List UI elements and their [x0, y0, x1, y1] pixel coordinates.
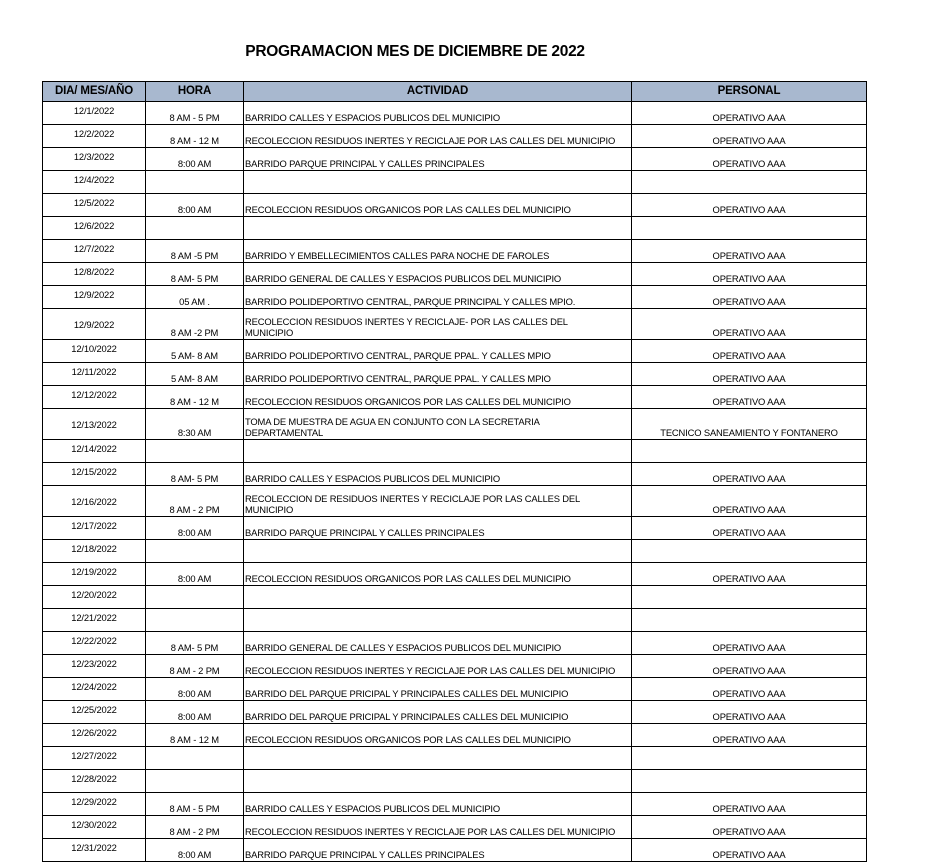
hora-cell: 8 AM -2 PM — [146, 309, 244, 340]
personal-cell: OPERATIVO AAA — [632, 724, 867, 747]
table-row — [43, 263, 867, 286]
hora-cell: 8 AM - 12 M — [146, 386, 244, 409]
hora-cell: 8 AM - 5 PM — [146, 793, 244, 816]
table-row — [43, 463, 867, 486]
personal-cell — [632, 747, 867, 770]
schedule-table — [42, 81, 867, 862]
actividad-cell: BARRIDO POLIDEPORTIVO CENTRAL, PARQUE PPAL. Y CALLES MPIO — [244, 340, 632, 363]
actividad-cell: RECOLECCION DE RESIDUOS INERTES Y RECICLAJE POR LAS CALLES DEL MUNICIPIO — [244, 486, 632, 517]
actividad-cell: BARRIDO DEL PARQUE PRICIPAL Y PRINCIPALES CALLES DEL MUNICIPIO — [244, 678, 632, 701]
actividad-cell: BARRIDO CALLES Y ESPACIOS PUBLICOS DEL MUNICIPIO — [244, 793, 632, 816]
actividad-cell: BARRIDO POLIDEPORTIVO CENTRAL, PARQUE PPAL. Y CALLES MPIO — [244, 363, 632, 386]
hora-cell: 8 AM- 5 PM — [146, 263, 244, 286]
date-cell: 12/29/2022 — [43, 793, 146, 816]
hora-cell: 5 AM- 8 AM — [146, 363, 244, 386]
header-personal: PERSONAL — [632, 82, 867, 102]
actividad-cell: BARRIDO Y EMBELLECIMIENTOS CALLES PARA NOCHE DE FAROLES — [244, 240, 632, 263]
actividad-cell: BARRIDO PARQUE PRINCIPAL Y CALLES PRINCIPALES — [244, 839, 632, 862]
table-row — [43, 655, 867, 678]
date-cell: 12/26/2022 — [43, 724, 146, 747]
date-cell: 12/8/2022 — [43, 263, 146, 286]
table-row — [43, 839, 867, 862]
table-row — [43, 586, 867, 609]
hora-cell: 8 AM - 12 M — [146, 125, 244, 148]
date-cell: 12/20/2022 — [43, 586, 146, 609]
date-cell: 12/27/2022 — [43, 747, 146, 770]
table-row — [43, 517, 867, 540]
table-row — [43, 217, 867, 240]
actividad-cell: BARRIDO POLIDEPORTIVO CENTRAL, PARQUE PRINCIPAL Y CALLES MPIO. — [244, 286, 632, 309]
hora-cell: 8:00 AM — [146, 839, 244, 862]
hora-cell: 8 AM - 2 PM — [146, 655, 244, 678]
date-cell: 12/30/2022 — [43, 816, 146, 839]
actividad-cell: RECOLECCION RESIDUOS INERTES Y RECICLAJE POR LAS CALLES DEL MUNICIPIO — [244, 655, 632, 678]
personal-cell — [632, 586, 867, 609]
table-row — [43, 171, 867, 194]
date-cell: 12/13/2022 — [43, 409, 146, 440]
hora-cell: 8:00 AM — [146, 563, 244, 586]
personal-cell: OPERATIVO AAA — [632, 655, 867, 678]
date-cell: 12/14/2022 — [43, 440, 146, 463]
actividad-cell: RECOLECCION RESIDUOS INERTES Y RECICLAJE POR LAS CALLES DEL MUNICIPIO — [244, 816, 632, 839]
table-header-row — [43, 82, 867, 102]
hora-cell: 8:00 AM — [146, 148, 244, 171]
table-row — [43, 409, 867, 440]
date-cell: 12/6/2022 — [43, 217, 146, 240]
actividad-cell — [244, 171, 632, 194]
actividad-cell — [244, 440, 632, 463]
date-cell: 12/25/2022 — [43, 701, 146, 724]
hora-cell: 8 AM -5 PM — [146, 240, 244, 263]
hora-cell: 8 AM- 5 PM — [146, 632, 244, 655]
table-row — [43, 286, 867, 309]
actividad-cell: BARRIDO DEL PARQUE PRICIPAL Y PRINCIPALES CALLES DEL MUNICIPIO — [244, 701, 632, 724]
date-cell: 12/16/2022 — [43, 486, 146, 517]
personal-cell: OPERATIVO AAA — [632, 563, 867, 586]
personal-cell: OPERATIVO AAA — [632, 309, 867, 340]
date-cell: 12/3/2022 — [43, 148, 146, 171]
table-row — [43, 563, 867, 586]
personal-cell — [632, 171, 867, 194]
date-cell: 12/4/2022 — [43, 171, 146, 194]
personal-cell — [632, 440, 867, 463]
date-cell: 12/31/2022 — [43, 839, 146, 862]
hora-cell: 8 AM - 2 PM — [146, 816, 244, 839]
table-row — [43, 148, 867, 171]
table-row — [43, 309, 867, 340]
table-row — [43, 125, 867, 148]
table-row — [43, 486, 867, 517]
personal-cell: OPERATIVO AAA — [632, 148, 867, 171]
actividad-cell — [244, 747, 632, 770]
hora-cell: 8:30 AM — [146, 409, 244, 440]
actividad-cell: RECOLECCION RESIDUOS ORGANICOS POR LAS CALLES DEL MUNICIPIO — [244, 386, 632, 409]
table-row — [43, 770, 867, 793]
table-row — [43, 440, 867, 463]
hora-cell: 5 AM- 8 AM — [146, 340, 244, 363]
table-row — [43, 540, 867, 563]
hora-cell — [146, 586, 244, 609]
table-row — [43, 340, 867, 363]
personal-cell: OPERATIVO AAA — [632, 363, 867, 386]
personal-cell — [632, 540, 867, 563]
hora-cell: 8:00 AM — [146, 517, 244, 540]
personal-cell: OPERATIVO AAA — [632, 816, 867, 839]
personal-cell — [632, 609, 867, 632]
actividad-cell — [244, 217, 632, 240]
header-date: DIA/ MES/AÑO — [43, 82, 146, 102]
date-cell: 12/1/2022 — [43, 102, 146, 125]
personal-cell: OPERATIVO AAA — [632, 632, 867, 655]
personal-cell: OPERATIVO AAA — [632, 839, 867, 862]
table-row — [43, 194, 867, 217]
hora-cell — [146, 747, 244, 770]
personal-cell: OPERATIVO AAA — [632, 286, 867, 309]
hora-cell — [146, 440, 244, 463]
personal-cell: OPERATIVO AAA — [632, 486, 867, 517]
date-cell: 12/21/2022 — [43, 609, 146, 632]
table-row — [43, 816, 867, 839]
hora-cell: 8:00 AM — [146, 678, 244, 701]
hora-cell: 8 AM - 12 M — [146, 724, 244, 747]
personal-cell: OPERATIVO AAA — [632, 678, 867, 701]
date-cell: 12/11/2022 — [43, 363, 146, 386]
actividad-cell: TOMA DE MUESTRA DE AGUA EN CONJUNTO CON LA SECRETARIA DEPARTAMENTAL — [244, 409, 632, 440]
page-title: PROGRAMACION MES DE DICIEMBRE DE 2022 — [245, 43, 585, 60]
date-cell: 12/22/2022 — [43, 632, 146, 655]
actividad-cell: BARRIDO PARQUE PRINCIPAL Y CALLES PRINCIPALES — [244, 517, 632, 540]
personal-cell: OPERATIVO AAA — [632, 194, 867, 217]
personal-cell: OPERATIVO AAA — [632, 125, 867, 148]
header-actividad: ACTIVIDAD — [244, 82, 632, 102]
table-row — [43, 701, 867, 724]
table-row — [43, 363, 867, 386]
date-cell: 12/28/2022 — [43, 770, 146, 793]
actividad-cell — [244, 586, 632, 609]
personal-cell — [632, 770, 867, 793]
date-cell: 12/15/2022 — [43, 463, 146, 486]
table-row — [43, 724, 867, 747]
date-cell: 12/9/2022 — [43, 286, 146, 309]
hora-cell — [146, 770, 244, 793]
date-cell: 12/23/2022 — [43, 655, 146, 678]
personal-cell: OPERATIVO AAA — [632, 240, 867, 263]
hora-cell — [146, 540, 244, 563]
table-row — [43, 632, 867, 655]
actividad-cell: RECOLECCION RESIDUOS INERTES Y RECICLAJE POR LAS CALLES DEL MUNICIPIO — [244, 125, 632, 148]
date-cell: 12/17/2022 — [43, 517, 146, 540]
personal-cell: OPERATIVO AAA — [632, 517, 867, 540]
actividad-cell: BARRIDO PARQUE PRINCIPAL Y CALLES PRINCIPALES — [244, 148, 632, 171]
hora-cell: 8 AM - 5 PM — [146, 102, 244, 125]
actividad-cell: RECOLECCION RESIDUOS ORGANICOS POR LAS CALLES DEL MUNICIPIO — [244, 724, 632, 747]
date-cell: 12/10/2022 — [43, 340, 146, 363]
personal-cell: OPERATIVO AAA — [632, 263, 867, 286]
table-row — [43, 609, 867, 632]
hora-cell — [146, 171, 244, 194]
personal-cell: OPERATIVO AAA — [632, 463, 867, 486]
actividad-cell: RECOLECCION RESIDUOS INERTES Y RECICLAJE- POR LAS CALLES DEL MUNICIPIO — [244, 309, 632, 340]
hora-cell: 05 AM . — [146, 286, 244, 309]
hora-cell: 8:00 AM — [146, 194, 244, 217]
actividad-cell — [244, 770, 632, 793]
actividad-cell: BARRIDO GENERAL DE CALLES Y ESPACIOS PUBLICOS DEL MUNICIPIO — [244, 263, 632, 286]
personal-cell: OPERATIVO AAA — [632, 793, 867, 816]
table-row — [43, 240, 867, 263]
date-cell: 12/19/2022 — [43, 563, 146, 586]
personal-cell: OPERATIVO AAA — [632, 340, 867, 363]
actividad-cell: BARRIDO GENERAL DE CALLES Y ESPACIOS PUBLICOS DEL MUNICIPIO — [244, 632, 632, 655]
table-row — [43, 678, 867, 701]
table-row — [43, 793, 867, 816]
hora-cell: 8 AM - 2 PM — [146, 486, 244, 517]
table-row — [43, 102, 867, 125]
personal-cell: OPERATIVO AAA — [632, 386, 867, 409]
actividad-cell: BARRIDO CALLES Y ESPACIOS PUBLICOS DEL MUNICIPIO — [244, 102, 632, 125]
table-body — [43, 102, 867, 862]
actividad-cell: RECOLECCION RESIDUOS ORGANICOS POR LAS CALLES DEL MUNICIPIO — [244, 563, 632, 586]
actividad-cell — [244, 540, 632, 563]
date-cell: 12/12/2022 — [43, 386, 146, 409]
date-cell: 12/5/2022 — [43, 194, 146, 217]
date-cell: 12/24/2022 — [43, 678, 146, 701]
personal-cell — [632, 217, 867, 240]
date-cell: 12/7/2022 — [43, 240, 146, 263]
actividad-cell: BARRIDO CALLES Y ESPACIOS PUBLICOS DEL MUNICIPIO — [244, 463, 632, 486]
hora-cell: 8 AM- 5 PM — [146, 463, 244, 486]
actividad-cell — [244, 609, 632, 632]
actividad-cell: RECOLECCION RESIDUOS ORGANICOS POR LAS CALLES DEL MUNICIPIO — [244, 194, 632, 217]
date-cell: 12/2/2022 — [43, 125, 146, 148]
hora-cell — [146, 609, 244, 632]
hora-cell — [146, 217, 244, 240]
personal-cell: TECNICO SANEAMIENTO Y FONTANERO — [632, 409, 867, 440]
table-row — [43, 747, 867, 770]
personal-cell: OPERATIVO AAA — [632, 102, 867, 125]
table-row — [43, 386, 867, 409]
header-hora: HORA — [146, 82, 244, 102]
hora-cell: 8:00 AM — [146, 701, 244, 724]
personal-cell: OPERATIVO AAA — [632, 701, 867, 724]
date-cell: 12/18/2022 — [43, 540, 146, 563]
date-cell: 12/9/2022 — [43, 309, 146, 340]
